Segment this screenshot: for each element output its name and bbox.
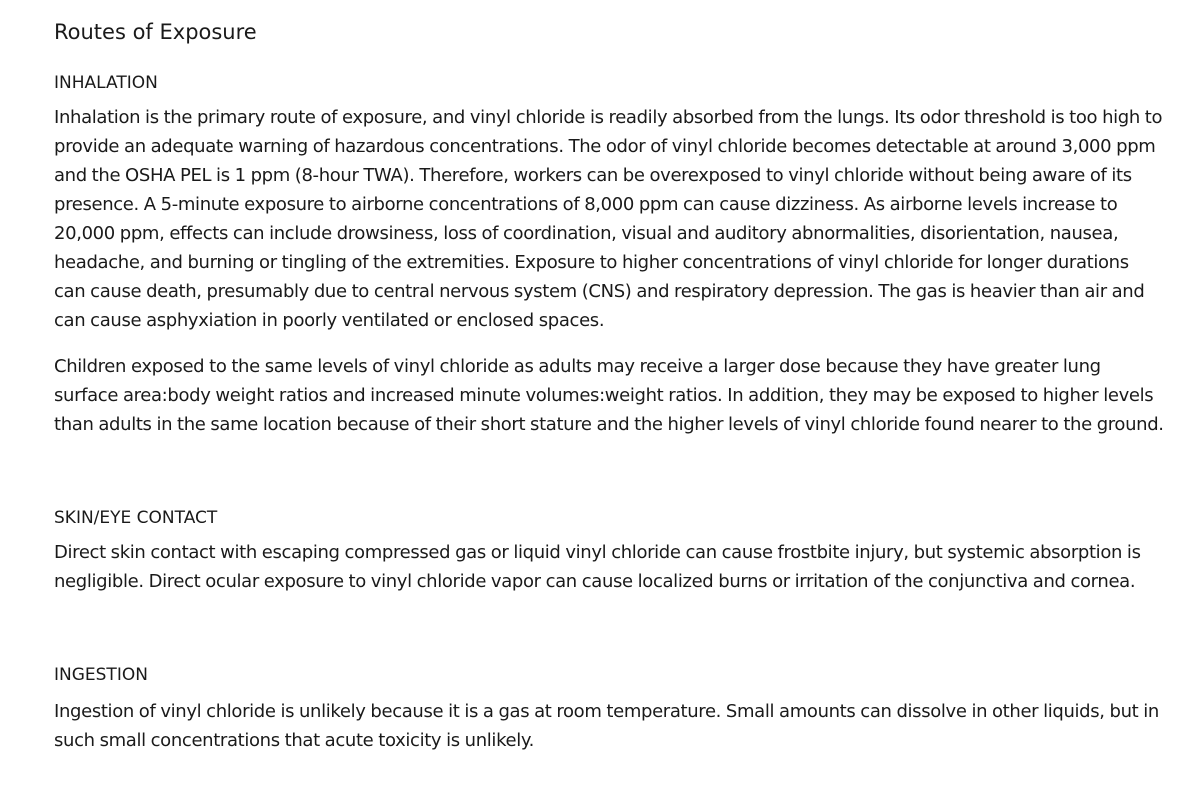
section-heading-inhalation: INHALATION xyxy=(54,73,158,93)
section-heading-ingestion: INGESTION xyxy=(54,665,148,685)
page-title: Routes of Exposure xyxy=(54,20,257,44)
ingestion-paragraph: Ingestion of vinyl chloride is unlikely because it is a gas at room temperature. Small amounts can dissolve in other liquids, but in such small concentrations that acute toxicity is unlikely. xyxy=(54,701,1159,751)
inhalation-children-paragraph: Children exposed to the same levels of vinyl chloride as adults may receive a larger dose because they have greater lung surface area:body weight ratios and increased minute volumes:weight ratios. In addition, they may be exposed to higher levels than adults in the same location because of their short stature and the higher levels of vinyl chloride found nearer to the ground. xyxy=(54,356,1164,435)
section-heading-skin-eye-contact: SKIN/EYE CONTACT xyxy=(54,508,218,528)
skin-eye-paragraph: Direct skin contact with escaping compressed gas or liquid vinyl chloride can cause frostbite injury, but systemic absorption is negligible. Direct ocular exposure to vinyl chloride vapor can cause localized burns or irritation of the conjunctiva and cornea. xyxy=(54,542,1141,592)
inhalation-paragraph: Inhalation is the primary route of exposure, and vinyl chloride is readily absorbed from the lungs. Its odor threshold is too high to provide an adequate warning of hazardous concentrations. The odor of vinyl chloride becomes detectable at around 3,000 ppm and the OSHA PEL is 1 ppm (8-hour TWA). Therefore, workers can be overexposed to vinyl chloride without being aware of its presence. A 5-minute exposure to airborne concentrations of 8,000 ppm can cause dizziness. As airborne levels increase to 20,000 ppm, effects can include drowsiness, loss of coordination, visual and auditory abnormalities, disorientation, nausea, headache, and burning or tingling of the extremities. Exposure to higher concentrations of vinyl chloride for longer durations can cause death, presumably due to central nervous system (CNS) and respiratory depression. The gas is heavier than air and can cause asphyxiation in poorly ventilated or enclosed spaces. xyxy=(54,107,1163,331)
